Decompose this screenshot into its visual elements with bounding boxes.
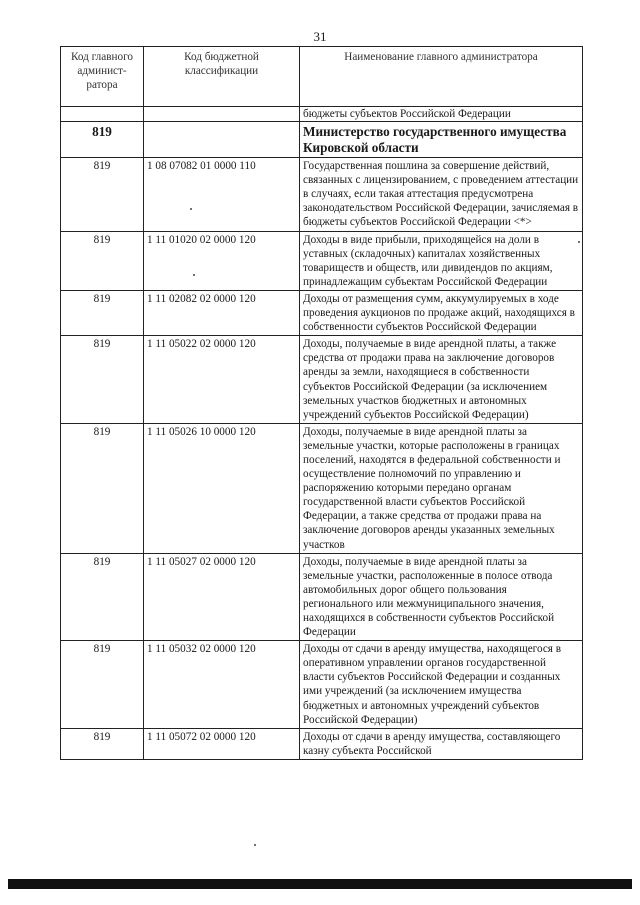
table-row — [61, 641, 583, 729]
admin-code-cell: 819 — [61, 423, 144, 553]
header-budget-code: Код бюджетной классификации — [144, 47, 300, 107]
budget-table — [60, 46, 583, 760]
table-rows — [61, 158, 583, 760]
revenue-name-cell: Доходы, получаемые в виде арендной платы за земельные участки, которые расположены в границах поселений, находятся в федеральной собственности и осуществление полномочий по управлению и распоряжению которыми передано органам государственной власти субъектов Российской Федерации, а также средства от продажи права на заключение договоров аренды указанных земельных участков — [300, 423, 583, 553]
admin-code-cell: 819 — [61, 231, 144, 290]
section-empty-cell — [144, 122, 300, 158]
budget-code-cell: 1 11 05072 02 0000 120 — [144, 728, 300, 759]
revenue-name-cell: Доходы от сдачи в аренду имущества, находящегося в оперативном управлении органов государственной власти субъектов Российской Федерации и созданных ими учреждений (за исключением имущества бюджетных и автономных учреждений субъектов Российской Федерации) — [300, 641, 583, 729]
budget-code-cell: 1 08 07082 01 0000 110 — [144, 158, 300, 231]
revenue-name-cell: Доходы, получаемые в виде арендной платы, а также средства от продажи права на заключение договоров аренды за земли, находящиеся в собственности субъектов Российской Федерации (за исключением земельных участков бюджетных и автономных учреждений субъектов Российской Федерации) — [300, 336, 583, 424]
table-row — [61, 423, 583, 553]
section-title: Министерство государственного имущества Кировской области — [300, 122, 583, 158]
admin-code-cell: 819 — [61, 553, 144, 641]
scan-bottom-border — [8, 879, 632, 889]
table-row — [61, 553, 583, 641]
continuation-code-cell — [144, 107, 300, 122]
section-row — [61, 122, 583, 158]
budget-code-cell: 1 11 01020 02 0000 120 — [144, 231, 300, 290]
table-row — [61, 290, 583, 335]
header-name: Наименование главного администратора — [300, 47, 583, 107]
scan-speck — [193, 274, 195, 276]
continuation-row — [61, 107, 583, 122]
page-number: 31 — [313, 29, 327, 44]
budget-code-cell: 1 11 02082 02 0000 120 — [144, 290, 300, 335]
table-row — [61, 231, 583, 290]
revenue-name-cell: Доходы в виде прибыли, приходящейся на доли в уставных (складочных) капиталах хозяйственных товариществ и обществ, или дивидендов по акциям, принадлежащим субъектам Российской Федерации — [300, 231, 583, 290]
header-admin-code: Код главного админист-ратора — [61, 47, 144, 107]
continuation-admin-cell — [61, 107, 144, 122]
budget-code-cell: 1 11 05026 10 0000 120 — [144, 423, 300, 553]
continuation-name-cell: бюджеты субъектов Российской Федерации — [300, 107, 583, 122]
admin-code-cell: 819 — [61, 641, 144, 729]
revenue-name-cell: Доходы от сдачи в аренду имущества, составляющего казну субъекта Российской — [300, 728, 583, 759]
table-row — [61, 728, 583, 759]
budget-code-cell: 1 11 05022 02 0000 120 — [144, 336, 300, 424]
admin-code-cell: 819 — [61, 336, 144, 424]
table-row — [61, 336, 583, 424]
admin-code-cell: 819 — [61, 290, 144, 335]
admin-code-cell: 819 — [61, 158, 144, 231]
table-row — [61, 158, 583, 231]
revenue-name-cell: Доходы, получаемые в виде арендной платы за земельные участки, расположенные в полосе отвода автомобильных дорог общего пользования регионального или межмуниципального значения, находящихся в собственности субъектов Российской Федерации — [300, 553, 583, 641]
scan-speck — [254, 844, 256, 846]
budget-code-cell: 1 11 05027 02 0000 120 — [144, 553, 300, 641]
revenue-name-cell: Доходы от размещения сумм, аккумулируемых в ходе проведения аукционов по продаже акций, находящихся в собственности субъектов Российской Федерации — [300, 290, 583, 335]
budget-code-cell: 1 11 05032 02 0000 120 — [144, 641, 300, 729]
scan-speck — [578, 241, 580, 243]
table-header-row — [61, 47, 583, 107]
section-code: 819 — [61, 122, 144, 158]
scan-speck — [190, 208, 192, 210]
admin-code-cell: 819 — [61, 728, 144, 759]
revenue-name-cell: Государственная пошлина за совершение действий, связанных с лицензированием, с проведением аттестации в случаях, если такая аттестация предусмотрена законодательством Российской Федерации, зачисляемая в бюджеты субъектов Российской Федерации <*> — [300, 158, 583, 231]
